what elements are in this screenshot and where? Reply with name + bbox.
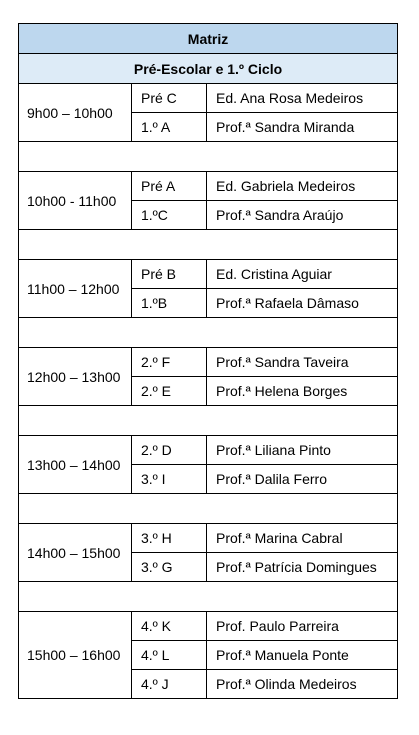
- spacer-row: [19, 230, 398, 260]
- table-header-row: [19, 24, 398, 54]
- class-cell: 4.º L: [132, 641, 207, 670]
- teacher-cell: Prof.ª Marina Cabral: [207, 524, 398, 553]
- time-slot-cell: 15h00 – 16h00: [19, 612, 132, 699]
- spacer-row: [19, 582, 398, 612]
- teacher-cell: Prof.ª Patrícia Domingues: [207, 553, 398, 582]
- time-slot-cell: 9h00 – 10h00: [19, 84, 132, 142]
- time-slot-cell: 12h00 – 13h00: [19, 348, 132, 406]
- class-cell: Pré C: [132, 84, 207, 113]
- class-cell: 1.ºB: [132, 289, 207, 318]
- spacer-cell: [19, 582, 398, 612]
- table-row: [19, 260, 398, 289]
- schedule-table-body: [19, 24, 398, 699]
- table-subtitle: Pré-Escolar e 1.º Ciclo: [19, 54, 398, 84]
- class-cell: 1.ºC: [132, 201, 207, 230]
- teacher-cell: Ed. Gabriela Medeiros: [207, 172, 398, 201]
- teacher-cell: Prof.ª Olinda Medeiros: [207, 670, 398, 699]
- class-cell: 4.º K: [132, 612, 207, 641]
- teacher-cell: Ed. Ana Rosa Medeiros: [207, 84, 398, 113]
- time-slot-cell: 13h00 – 14h00: [19, 436, 132, 494]
- class-cell: 2.º E: [132, 377, 207, 406]
- teacher-cell: Prof.ª Rafaela Dâmaso: [207, 289, 398, 318]
- spacer-cell: [19, 406, 398, 436]
- time-slot-cell: 14h00 – 15h00: [19, 524, 132, 582]
- table-row: [19, 524, 398, 553]
- teacher-cell: Prof. Paulo Parreira: [207, 612, 398, 641]
- class-cell: 4.º J: [132, 670, 207, 699]
- class-cell: 3.º G: [132, 553, 207, 582]
- table-subheader-row: [19, 54, 398, 84]
- spacer-cell: [19, 318, 398, 348]
- spacer-row: [19, 142, 398, 172]
- table-row: [19, 436, 398, 465]
- spacer-row: [19, 406, 398, 436]
- table-row: [19, 612, 398, 641]
- class-cell: 2.º D: [132, 436, 207, 465]
- time-slot-cell: 11h00 – 12h00: [19, 260, 132, 318]
- spacer-cell: [19, 142, 398, 172]
- spacer-row: [19, 318, 398, 348]
- teacher-cell: Prof.ª Liliana Pinto: [207, 436, 398, 465]
- spacer-cell: [19, 494, 398, 524]
- teacher-cell: Ed. Cristina Aguiar: [207, 260, 398, 289]
- teacher-cell: Prof.ª Sandra Taveira: [207, 348, 398, 377]
- table-row: [19, 84, 398, 113]
- time-slot-cell: 10h00 - 11h00: [19, 172, 132, 230]
- schedule-table: [18, 23, 398, 699]
- teacher-cell: Prof.ª Sandra Araújo: [207, 201, 398, 230]
- spacer-cell: [19, 230, 398, 260]
- table-title: Matriz: [19, 24, 398, 54]
- class-cell: Pré A: [132, 172, 207, 201]
- table-row: [19, 172, 398, 201]
- class-cell: 3.º I: [132, 465, 207, 494]
- class-cell: 1.º A: [132, 113, 207, 142]
- class-cell: 2.º F: [132, 348, 207, 377]
- teacher-cell: Prof.ª Dalila Ferro: [207, 465, 398, 494]
- teacher-cell: Prof.ª Manuela Ponte: [207, 641, 398, 670]
- class-cell: 3.º H: [132, 524, 207, 553]
- teacher-cell: Prof.ª Sandra Miranda: [207, 113, 398, 142]
- spacer-row: [19, 494, 398, 524]
- table-row: [19, 348, 398, 377]
- teacher-cell: Prof.ª Helena Borges: [207, 377, 398, 406]
- class-cell: Pré B: [132, 260, 207, 289]
